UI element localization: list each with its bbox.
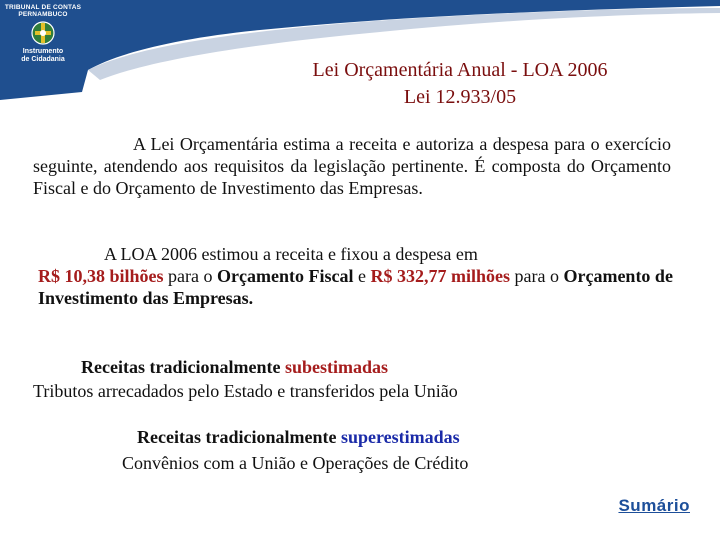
underestimated-keyword: subestimadas	[284, 357, 388, 377]
logo-org-name	[4, 4, 82, 18]
underestimated-heading-prefix: Receitas tradicionalmente	[81, 357, 285, 377]
underestimated-heading	[33, 355, 633, 379]
emblem-icon	[29, 20, 57, 46]
fiscal-budget-value: R$ 10,38 bilhões	[38, 266, 164, 286]
estimate-text-1: para o	[163, 266, 218, 286]
underestimated-revenues	[33, 355, 633, 403]
estimate-text-2: e	[353, 266, 371, 286]
overestimated-heading-prefix: Receitas tradicionalmente	[137, 427, 341, 447]
overestimated-heading	[122, 424, 642, 450]
overestimated-keyword: superestimadas	[340, 427, 460, 447]
summary-link[interactable]: Sumário	[618, 496, 690, 515]
fiscal-budget-name: Orçamento Fiscal	[217, 266, 354, 286]
tce-logo	[4, 4, 82, 82]
underestimated-description: Tributos arrecadados pelo Estado e transferidos pela União	[33, 381, 458, 401]
overestimated-revenues	[122, 424, 642, 476]
page-title-line2: Lei 12.933/05	[403, 86, 517, 108]
page-title	[250, 57, 670, 111]
overestimated-description: Convênios com a União e Operações de Crédito	[122, 453, 469, 473]
investment-budget-value: R$ 332,77 milhões	[370, 266, 510, 286]
loa-definition-paragraph: A Lei Orçamentária estima a receita e autoriza a despesa para o exercício seguinte, atendendo aos requisitos da legislação pertinente. É composta do Orçamento Fiscal e do Orçamento de Investimento das Empresas.	[33, 134, 671, 198]
logo-org-line2: PERNAMBUCO	[18, 11, 68, 18]
page-title-line1: Lei Orçamentária Anual - LOA 2006	[312, 59, 608, 81]
investment-budget-name: Orçamento de Investimento das Empresas.	[38, 266, 673, 308]
logo-motto-line1: Instrumento	[22, 48, 64, 55]
logo-motto-line2: de Cidadania	[21, 56, 65, 63]
logo-motto	[4, 48, 82, 64]
loa-2006-estimate-paragraph	[38, 243, 683, 309]
estimate-text-3: para o	[509, 266, 564, 286]
estimate-intro: A LOA 2006 estimou a receita e fixou a despesa em	[104, 244, 478, 264]
logo-org-line1: TRIBUNAL DE CONTAS	[4, 4, 82, 11]
